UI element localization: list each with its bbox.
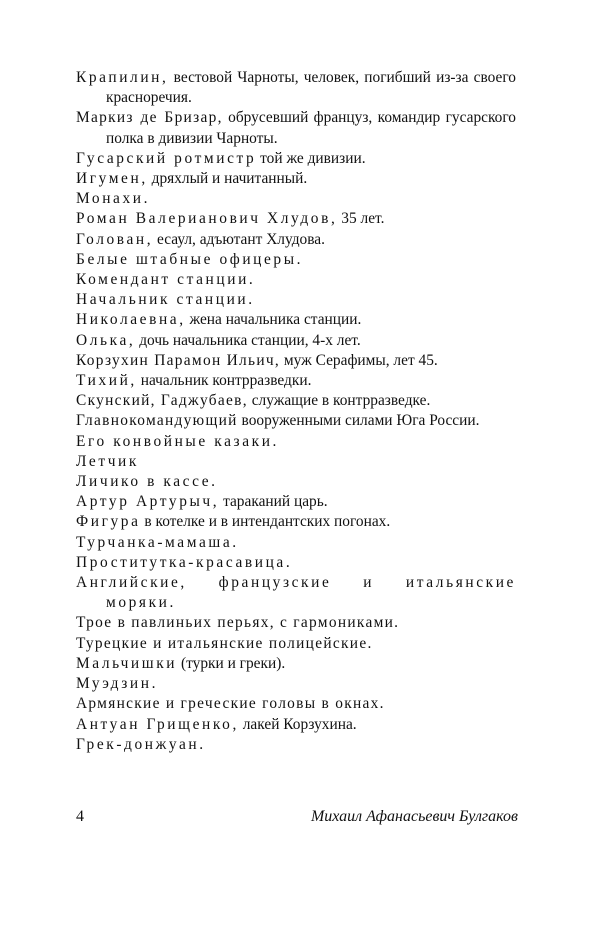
character-name: Гусарский ротмистр xyxy=(76,149,257,167)
character-name: Турчанка-мамаша. xyxy=(76,533,239,551)
character-name: Маркиз де Бризар, xyxy=(76,109,223,127)
character-name: Монахи. xyxy=(76,190,151,208)
character-name: Трое в павлиньих перьях, с гармониками. xyxy=(76,614,400,632)
cast-entry xyxy=(76,492,516,512)
cast-entry xyxy=(76,512,516,532)
cast-entry xyxy=(76,169,516,189)
character-name: Главнокомандующий xyxy=(76,412,238,430)
character-name: Его конвойные казаки. xyxy=(76,432,279,450)
character-description: вестовой Чарноты, человек, погибший из-за своего красноречия. xyxy=(106,69,516,107)
character-name: Комендант станции. xyxy=(76,271,256,289)
character-description: тараканий царь. xyxy=(219,493,328,511)
cast-entry xyxy=(76,108,516,148)
character-name: Роман Валерианович Хлудов, xyxy=(76,210,338,228)
cast-entry xyxy=(76,553,516,573)
cast-entry xyxy=(76,573,516,613)
cast-entry xyxy=(76,634,516,654)
cast-entry xyxy=(76,613,516,633)
character-description: муж Серафимы, лет 45. xyxy=(280,351,438,369)
running-author: Михаил Афанасьевич Булгаков xyxy=(310,808,518,825)
character-name: Артур Артурыч, xyxy=(76,493,220,511)
character-name: Фигура xyxy=(76,513,141,531)
character-description: дряхлый и начитанный. xyxy=(147,170,308,188)
character-name: Голован, xyxy=(76,230,154,248)
character-description: есаул, адъютант Хлудова. xyxy=(153,230,325,248)
character-name: Личико в кассе. xyxy=(76,473,218,491)
character-name: Корзухин Парамон Ильич, xyxy=(76,351,281,369)
character-name: Мальчишки xyxy=(76,654,178,672)
cast-entry xyxy=(76,674,516,694)
cast-entry xyxy=(76,351,516,371)
character-name: Николаевна, xyxy=(76,311,186,329)
cast-entry xyxy=(76,391,516,411)
character-description: жена начальника станции. xyxy=(185,311,362,329)
character-description: лакей Корзухина. xyxy=(238,715,357,733)
cast-entry xyxy=(76,331,516,351)
cast-entry xyxy=(76,533,516,553)
cast-entry xyxy=(76,290,516,310)
cast-entry xyxy=(76,694,516,714)
cast-entry xyxy=(76,209,516,229)
character-description: вооруженными силами Юга России. xyxy=(237,412,480,430)
cast-entry xyxy=(76,735,516,755)
cast-entry xyxy=(76,452,516,472)
character-name: Начальник станции. xyxy=(76,291,255,309)
cast-entry xyxy=(76,149,516,169)
cast-entry xyxy=(76,189,516,209)
character-name: Английские, французские и итальянские моряки. xyxy=(76,574,516,612)
page-number: 4 xyxy=(76,808,84,825)
character-description: обрусевший француз, командир гусарского полка в дивизии Чарноты. xyxy=(106,109,517,147)
character-name: Скунский, Гаджубаев, xyxy=(76,392,248,410)
character-name: Олька, xyxy=(76,331,136,349)
character-description: дочь начальника станции, 4-х лет. xyxy=(135,331,361,349)
character-name: Муэдзин. xyxy=(76,675,159,693)
character-description: служащие в контрразведке. xyxy=(247,392,431,410)
cast-entry xyxy=(76,411,516,431)
cast-entry xyxy=(76,715,516,735)
cast-entry xyxy=(76,371,516,391)
cast-entry xyxy=(76,472,516,492)
character-name: Тихий, xyxy=(76,372,137,390)
cast-entry xyxy=(76,310,516,330)
cast-entry xyxy=(76,654,516,674)
character-name: Антуан Грищенко, xyxy=(76,715,239,733)
character-description: 35 лет. xyxy=(337,210,385,228)
cast-entry xyxy=(76,68,516,108)
cast-entry xyxy=(76,432,516,452)
cast-entry xyxy=(76,270,516,290)
character-name: Армянские и греческие головы в окнах. xyxy=(76,695,385,713)
character-description: начальник контрразведки. xyxy=(136,372,312,390)
cast-entry xyxy=(76,230,516,250)
character-name: Турецкие и итальянские полицейские. xyxy=(76,634,373,652)
character-name: Грек-донжуан. xyxy=(76,735,206,753)
character-name: Крапилин, xyxy=(76,69,169,86)
character-name: Белые штабные офицеры. xyxy=(76,250,304,268)
cast-list xyxy=(76,68,516,755)
character-description: (турки и греки). xyxy=(177,654,286,672)
character-name: Проститутка-красавица. xyxy=(76,553,293,571)
cast-entry xyxy=(76,250,516,270)
character-description: в котелке и в интендантских погонах. xyxy=(140,513,391,531)
character-name: Летчик xyxy=(76,452,139,470)
character-description: той же дивизии. xyxy=(256,149,366,167)
character-name: Игумен, xyxy=(76,170,148,188)
